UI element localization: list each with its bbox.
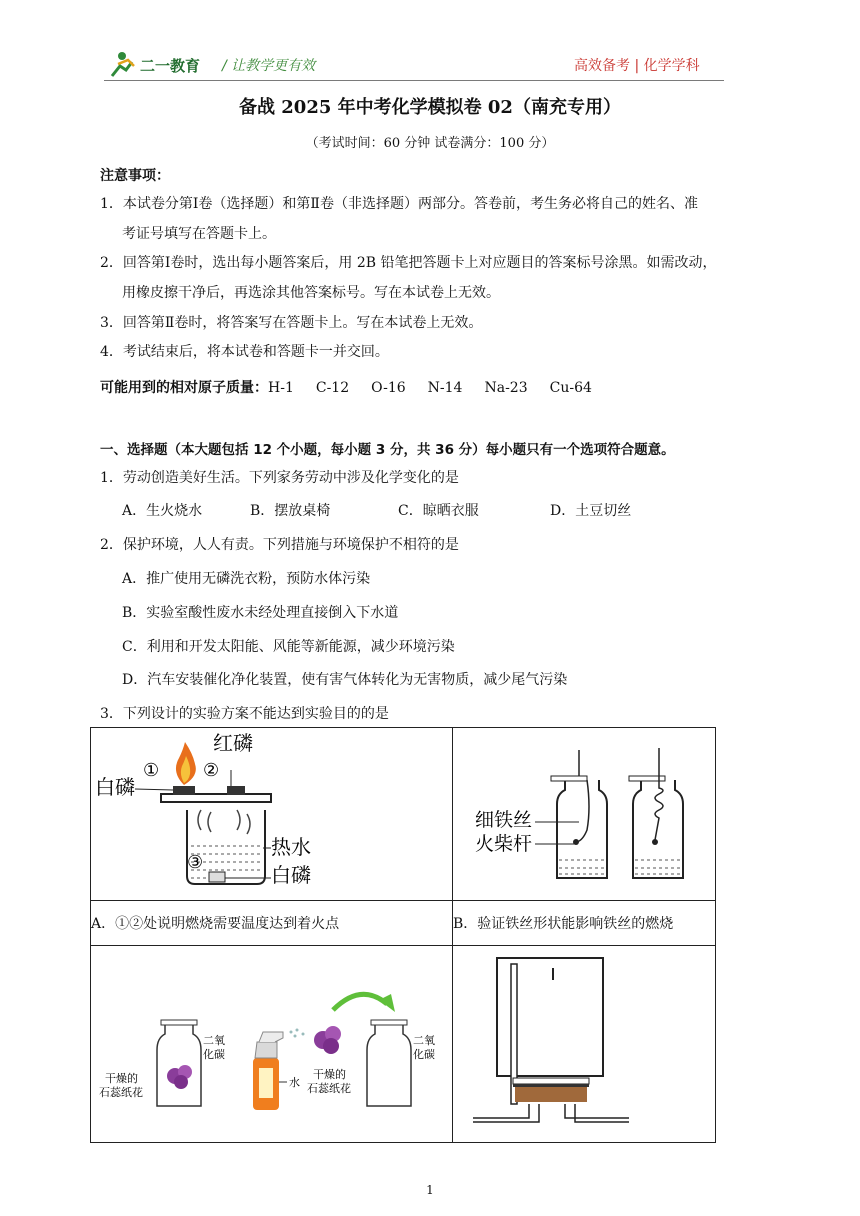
svg-text:细铁丝: 细铁丝 bbox=[475, 809, 533, 831]
header-subject: 高效备考 | 化学学科 bbox=[574, 58, 700, 74]
q2-option-d: D．汽车安装催化净化装置，使有害气体转化为无害物质，减少尾气污染 bbox=[122, 672, 568, 688]
svg-text:化碳: 化碳 bbox=[413, 1048, 435, 1061]
q2-stem: 2．保护环境，人人有责。下列措施与环境保护不相符的是 bbox=[100, 537, 459, 553]
logo bbox=[104, 50, 224, 84]
caption-a: A．①②处说明燃烧需要温度达到着火点 bbox=[91, 901, 453, 946]
mass-value: N-14 bbox=[427, 380, 463, 396]
mass-value: O-16 bbox=[371, 380, 406, 396]
svg-text:二氧: 二氧 bbox=[413, 1034, 435, 1047]
mass-value: Na-23 bbox=[484, 380, 528, 396]
q1-option-b: B．摆放桌椅 bbox=[250, 503, 331, 519]
runner-icon bbox=[112, 52, 134, 76]
figure-d-cell bbox=[453, 946, 716, 1143]
q2-option-c: C．利用和开发太阳能、风能等新能源，减少环境污染 bbox=[122, 639, 455, 655]
svg-text:石蕊纸花: 石蕊纸花 bbox=[307, 1082, 351, 1095]
header-divider bbox=[104, 80, 724, 81]
page-number: 1 bbox=[426, 1183, 434, 1197]
svg-text:白磷: 白磷 bbox=[271, 863, 311, 887]
notes-heading: 注意事项： bbox=[100, 168, 170, 184]
svg-text:①: ① bbox=[143, 760, 160, 781]
litmus-flower-icon bbox=[314, 1026, 341, 1054]
caption-b: B．验证铁丝形状能影响铁丝的燃烧 bbox=[453, 901, 716, 946]
figure-a-cell bbox=[91, 728, 453, 901]
svg-text:白磷: 白磷 bbox=[95, 775, 135, 799]
svg-text:干燥的: 干燥的 bbox=[313, 1068, 346, 1081]
q1-option-a: A．生火烧水 bbox=[122, 503, 203, 519]
q2-option-a: A．推广使用无磷洗衣粉，预防水体污染 bbox=[122, 571, 371, 587]
atomic-mass-label: 可能用到的相对原子质量： bbox=[100, 380, 268, 396]
svg-text:二一教育: 二一教育 bbox=[140, 57, 201, 75]
svg-text:石蕊纸花: 石蕊纸花 bbox=[99, 1086, 143, 1099]
q2-option-b: B．实验室酸性废水未经处理直接倒入下水道 bbox=[122, 605, 399, 621]
note-item: 考证号填写在答题卡上。 bbox=[122, 226, 276, 242]
figure-b-cell bbox=[453, 728, 716, 901]
q1-stem: 1．劳动创造美好生活。下列家务劳动中涉及化学变化的是 bbox=[100, 470, 459, 486]
mass-value: H-1 bbox=[268, 380, 294, 396]
note-item: 用橡皮擦干净后，再选涂其他答案标号。写在本试卷上无效。 bbox=[122, 285, 500, 301]
mass-value: Cu-64 bbox=[549, 380, 592, 396]
apparatus-figure bbox=[453, 946, 715, 1138]
litmus-figure bbox=[91, 946, 452, 1138]
note-item: 2．回答第Ⅰ卷时，选出每小题答案后，用 2B 铅笔把答题卡上对应题目的答案标号涂黑。如需改动， bbox=[100, 255, 717, 271]
figure-c-cell bbox=[91, 946, 453, 1143]
mass-value: C-12 bbox=[315, 380, 350, 396]
spray-bottle-icon bbox=[253, 1032, 283, 1110]
atomic-mass-line bbox=[100, 377, 614, 397]
svg-text:二氧: 二氧 bbox=[203, 1034, 225, 1047]
svg-text:③: ③ bbox=[187, 852, 204, 873]
svg-text:热水: 热水 bbox=[271, 835, 311, 859]
iron-wire-figure bbox=[453, 728, 715, 896]
svg-text:红磷: 红磷 bbox=[213, 731, 253, 755]
q3-stem: 3．下列设计的实验方案不能达到实验目的的是 bbox=[100, 706, 389, 722]
combustion-figure bbox=[91, 728, 452, 896]
svg-text:干燥的: 干燥的 bbox=[105, 1072, 138, 1085]
exam-info: （考试时间：60 分钟 试卷满分：100 分） bbox=[305, 136, 555, 151]
svg-text:化碳: 化碳 bbox=[203, 1048, 225, 1061]
note-item: 3．回答第Ⅱ卷时，将答案写在答题卡上。写在本试卷上无效。 bbox=[100, 315, 483, 331]
q1-option-d: D．土豆切丝 bbox=[550, 503, 632, 519]
note-item: 4．考试结束后，将本试卷和答题卡一并交回。 bbox=[100, 344, 389, 360]
note-item: 1．本试卷分第Ⅰ卷（选择题）和第Ⅱ卷（非选择题）两部分。答卷前，考生务必将自己的姓名、准 bbox=[100, 196, 698, 212]
q1-option-c: C．晾晒衣服 bbox=[398, 503, 479, 519]
header-slogan: / 让教学更有效 bbox=[222, 58, 316, 74]
svg-text:②: ② bbox=[203, 760, 220, 781]
section-heading: 一、选择题（本大题包括 12 个小题，每小题 3 分，共 36 分）每小题只有一个选项符合题意。 bbox=[100, 442, 675, 458]
page-title: 备战 2025 年中考化学模拟卷 02（南充专用） bbox=[239, 97, 621, 118]
litmus-flower-icon bbox=[167, 1065, 192, 1089]
q3-table bbox=[90, 727, 716, 1143]
svg-text:火柴杆: 火柴杆 bbox=[475, 833, 533, 855]
svg-text:水: 水 bbox=[289, 1076, 300, 1089]
